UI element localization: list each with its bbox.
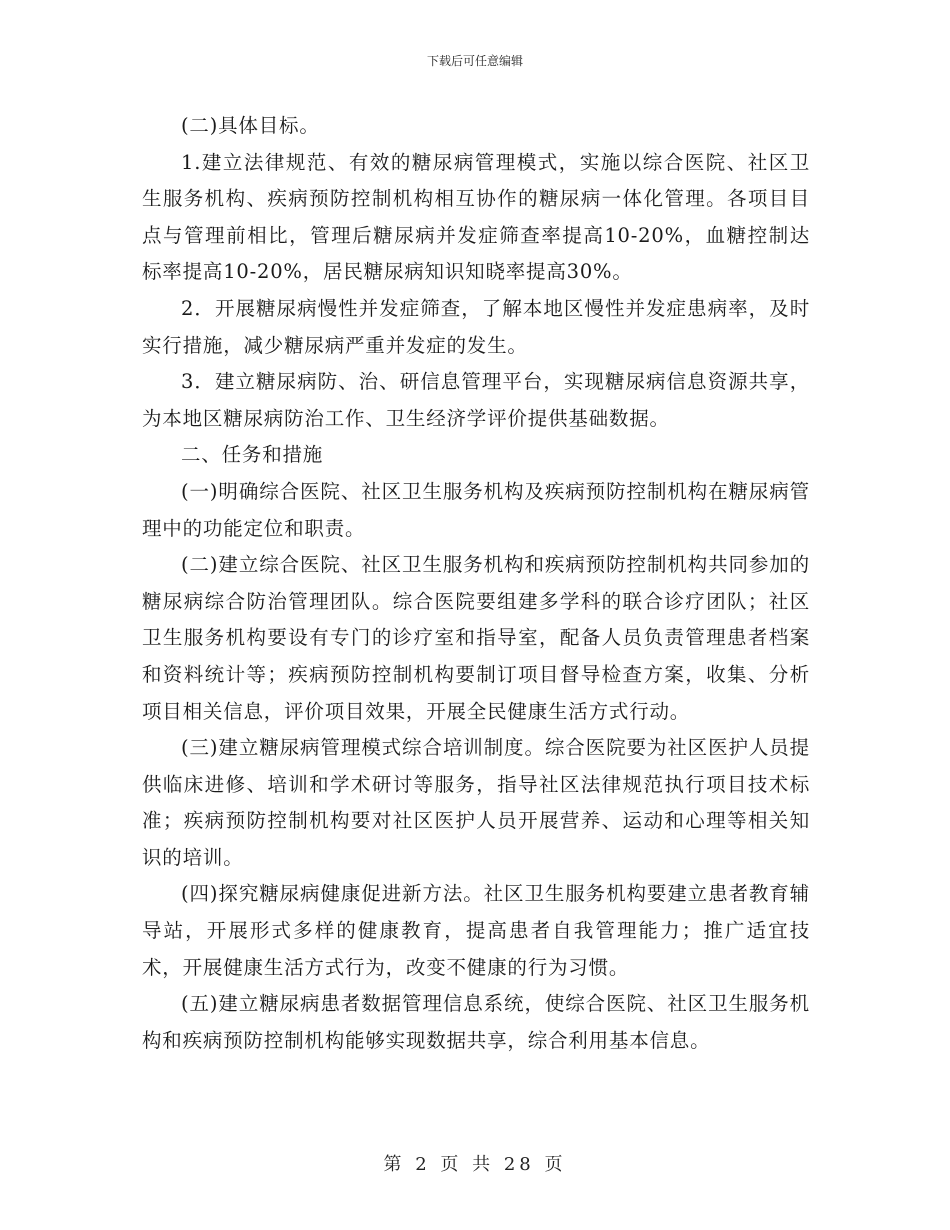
paragraph-goal-1: 1.建立法律规范、有效的糖尿病管理模式，实施以综合医院、社区卫生服务机构、疾病预防控制机构相互协作的糖尿病一体化管理。各项目目点与管理前相比，管理后糖尿病并发症筛查率提高10-20%，血糖控制达标率提高10-20%，居民糖尿病知识知晓率提高30%。 (142, 150, 810, 284)
paragraph-measure-3: (三)建立糖尿病管理模式综合培训制度。综合医院要为社区医护人员提供临床进修、培训和学术研讨等服务，指导社区法律规范执行项目技术标准；疾病预防控制机构要对社区医护人员开展营养、运动和心理等相关知识的培训。 (142, 736, 810, 869)
document-body (142, 108, 810, 1059)
page-number-footer: 第 2 页 共 28 页 (383, 1154, 567, 1175)
page-header: 下载后可任意编辑 (426, 54, 523, 68)
paragraph-goal-2: 2．开展糖尿病慢性并发症筛查，了解本地区慢性并发症患病率，及时实行措施，减少糖尿病严重并发症的发生。 (142, 296, 810, 357)
section-heading-tasks-measures: 二、任务和措施 (181, 443, 324, 467)
paragraph-measure-1: (一)明确综合医院、社区卫生服务机构及疾病预防控制机构在糖尿病管理中的功能定位和职责。 (142, 479, 810, 540)
paragraph-measure-4: (四)探究糖尿病健康促进新方法。社区卫生服务机构要建立患者教育辅导站，开展形式多样的健康教育，提高患者自我管理能力；推广适宜技术，开展健康生活方式行为，改变不健康的行为习惯。 (142, 882, 810, 979)
paragraph-goal-3: 3．建立糖尿病防、治、研信息管理平台，实现糖尿病信息资源共享，为本地区糖尿病防治工作、卫生经济学评价提供基础数据。 (142, 370, 810, 430)
paragraph-measure-2: (二)建立综合医院、社区卫生服务机构和疾病预防控制机构共同参加的糖尿病综合防治管理团队。综合医院要组建多学科的联合诊疗团队；社区卫生服务机构要设有专门的诊疗室和指导室，配备人员负责管理患者档案和资料统计等；疾病预防控制机构要制订项目督导检查方案，收集、分析项目相关信息，评价项目效果，开展全民健康生活方式行动。 (142, 553, 810, 723)
paragraph-measure-5: (五)建立糖尿病患者数据管理信息系统，使综合医院、社区卫生服务机构和疾病预防控制机构能够实现数据共享，综合利用基本信息。 (142, 992, 810, 1052)
paragraph-specific-goals-heading: (二)具体目标。 (181, 114, 320, 137)
